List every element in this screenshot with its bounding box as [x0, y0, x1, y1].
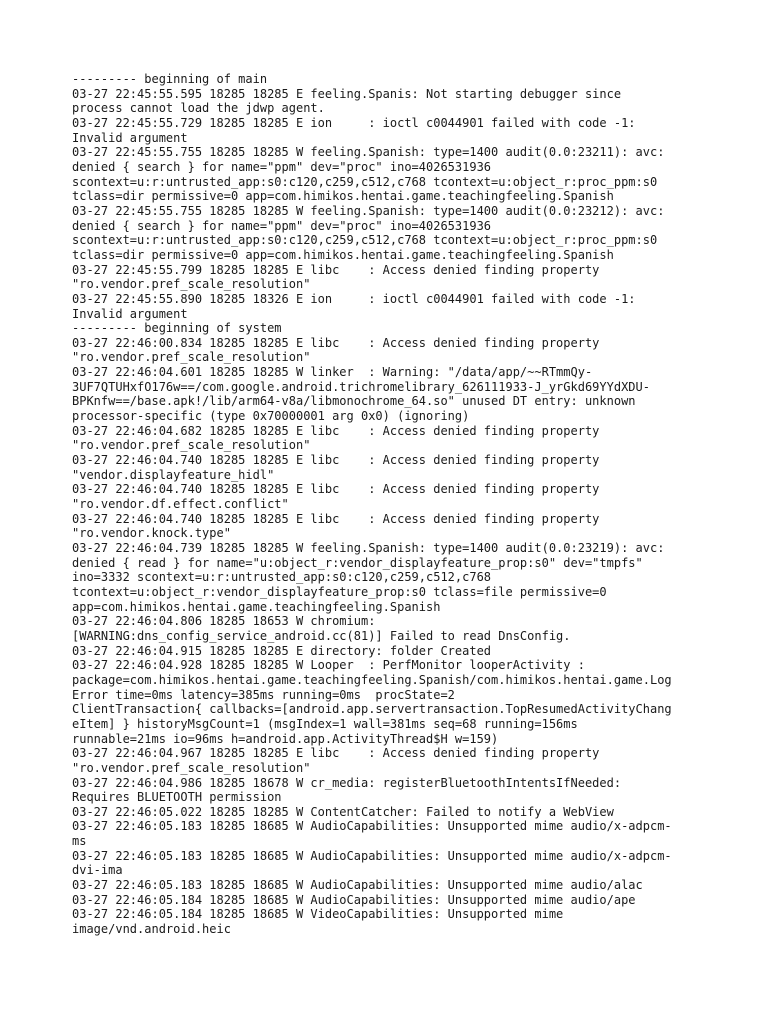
log-line: ms: [72, 834, 87, 849]
log-line: 03-27 22:46:04.967 18285 18285 E libc : Access denied finding property: [72, 746, 600, 761]
log-line: --------- beginning of system: [72, 321, 282, 336]
log-line: 03-27 22:46:04.806 18285 18653 W chromium:: [72, 614, 376, 629]
log-line: 03-27 22:46:05.184 18285 18685 W VideoCapabilities: Unsupported mime: [72, 907, 564, 922]
log-line: 03-27 22:46:04.601 18285 18285 W linker : Warning: "/data/app/~~RTmmQy-: [72, 365, 593, 380]
log-line: 03-27 22:46:04.986 18285 18678 W cr_media: registerBluetoothIntentsIfNeeded:: [72, 775, 622, 790]
log-line: 3UF7QTUHxfO176w==/com.google.android.trichromelibrary_626111933-J_yrGkd69YYdXDU-: [72, 379, 650, 394]
log-line: Error time=0ms latency=385ms running=0ms procState=2: [72, 687, 455, 702]
log-line: "ro.vendor.df.effect.conflict": [72, 497, 289, 512]
log-line: 03-27 22:46:04.915 18285 18285 E directory: folder Created: [72, 643, 492, 658]
log-line: ClientTransaction{ callbacks=[android.app.servertransaction.TopResumedActivityChang: [72, 702, 672, 717]
log-line: denied { search } for name="ppm" dev="proc" ino=4026531936: [72, 218, 492, 233]
log-line: 03-27 22:45:55.799 18285 18285 E libc : Access denied finding property: [72, 262, 600, 277]
log-line: Invalid argument: [72, 130, 188, 145]
log-line: 03-27 22:46:04.739 18285 18285 W feeling.Spanish: type=1400 audit(0.0:23219): avc:: [72, 541, 665, 555]
log-line: runnable=21ms io=96ms h=android.app.ActivityThread$H w=159): [72, 731, 499, 746]
log-line: processor-specific (type 0x70000001 arg 0x0) (ignoring): [72, 409, 470, 424]
log-line: denied { read } for name="u:object_r:vendor_displayfeature_prop:s0" dev="tmpfs": [72, 555, 643, 570]
log-line: "ro.vendor.pref_scale_resolution": [72, 277, 311, 292]
log-line: dvi-ima: [72, 863, 123, 878]
log-line: BPKnfw==/base.apk!/lib/arm64-v8a/libmonochrome_64.so" unused DT entry: unknown: [72, 394, 636, 409]
log-line: "ro.vendor.pref_scale_resolution": [72, 760, 311, 775]
log-line: denied { search } for name="ppm" dev="proc" ino=4026531936: [72, 159, 492, 174]
log-line: 03-27 22:46:05.183 18285 18685 W AudioCapabilities: Unsupported mime audio/x-adpcm-: [72, 848, 672, 863]
log-document: [72, 72, 702, 937]
log-line: 03-27 22:46:04.682 18285 18285 E libc : Access denied finding property: [72, 423, 600, 438]
log-line: tclass=dir permissive=0 app=com.himikos.hentai.game.teachingfeeling.Spanish: [72, 189, 614, 204]
log-line: ino=3332 scontext=u:r:untrusted_app:s0:c120,c259,c512,c768: [72, 570, 492, 585]
log-line: 03-27 22:45:55.755 18285 18285 W feeling.Spanish: type=1400 audit(0.0:23212): avc:: [72, 203, 665, 218]
log-line: 03-27 22:46:04.740 18285 18285 E libc : Access denied finding property: [72, 453, 600, 468]
log-line: image/vnd.android.heic: [72, 922, 231, 937]
log-line: "vendor.displayfeature_hidl": [72, 467, 275, 482]
log-line: [WARNING:dns_config_service_android.cc(81)] Failed to read DnsConfig.: [72, 628, 571, 643]
log-line: scontext=u:r:untrusted_app:s0:c120,c259,c512,c768 tcontext=u:object_r:proc_ppm:s0: [72, 174, 658, 189]
log-line: tclass=dir permissive=0 app=com.himikos.hentai.game.teachingfeeling.Spanish: [72, 247, 614, 262]
log-line: "ro.vendor.pref_scale_resolution": [72, 438, 311, 453]
log-line: 03-27 22:46:04.740 18285 18285 E libc : Access denied finding property: [72, 511, 600, 526]
log-line: 03-27 22:46:04.740 18285 18285 E libc : Access denied finding property: [72, 482, 600, 497]
log-line: 03-27 22:46:04.928 18285 18285 W Looper : PerfMonitor looperActivity :: [72, 658, 585, 673]
log-line: 03-27 22:46:05.184 18285 18685 W AudioCapabilities: Unsupported mime audio/ape: [72, 892, 636, 907]
log-line: process cannot load the jdwp agent.: [72, 101, 325, 116]
log-line: "ro.vendor.knock.type": [72, 526, 231, 541]
log-line: eItem] } historyMsgCount=1 (msgIndex=1 wall=381ms seq=68 running=156ms: [72, 716, 578, 731]
log-line: 03-27 22:45:55.755 18285 18285 W feeling.Spanish: type=1400 audit(0.0:23211): avc:: [72, 145, 665, 160]
log-line: 03-27 22:46:05.022 18285 18285 W ContentCatcher: Failed to notify a WebView: [72, 804, 614, 819]
log-line: tcontext=u:object_r:vendor_displayfeature_prop:s0 tclass=file permissive=0: [72, 584, 607, 599]
log-line: scontext=u:r:untrusted_app:s0:c120,c259,c512,c768 tcontext=u:object_r:proc_ppm:s0: [72, 233, 658, 248]
log-line: package=com.himikos.hentai.game.teachingfeeling.Spanish/com.himikos.hentai.game.Log: [72, 672, 672, 687]
log-line: Requires BLUETOOTH permission: [72, 790, 282, 805]
log-line: app=com.himikos.hentai.game.teachingfeeling.Spanish: [72, 599, 441, 614]
log-line: 03-27 22:46:05.183 18285 18685 W AudioCapabilities: Unsupported mime audio/x-adpcm-: [72, 819, 672, 834]
log-line: 03-27 22:46:00.834 18285 18285 E libc : Access denied finding property: [72, 335, 600, 350]
log-line: --------- beginning of main: [72, 72, 268, 86]
log-line: Invalid argument: [72, 306, 188, 321]
log-line: "ro.vendor.pref_scale_resolution": [72, 350, 311, 365]
log-line: 03-27 22:45:55.595 18285 18285 E feeling.Spanis: Not starting debugger since: [72, 86, 622, 101]
log-line: 03-27 22:46:05.183 18285 18685 W AudioCapabilities: Unsupported mime audio/alac: [72, 878, 643, 893]
log-line: 03-27 22:45:55.729 18285 18285 E ion : ioctl c0044901 failed with code -1:: [72, 115, 636, 130]
log-line: 03-27 22:45:55.890 18285 18326 E ion : ioctl c0044901 failed with code -1:: [72, 291, 636, 306]
